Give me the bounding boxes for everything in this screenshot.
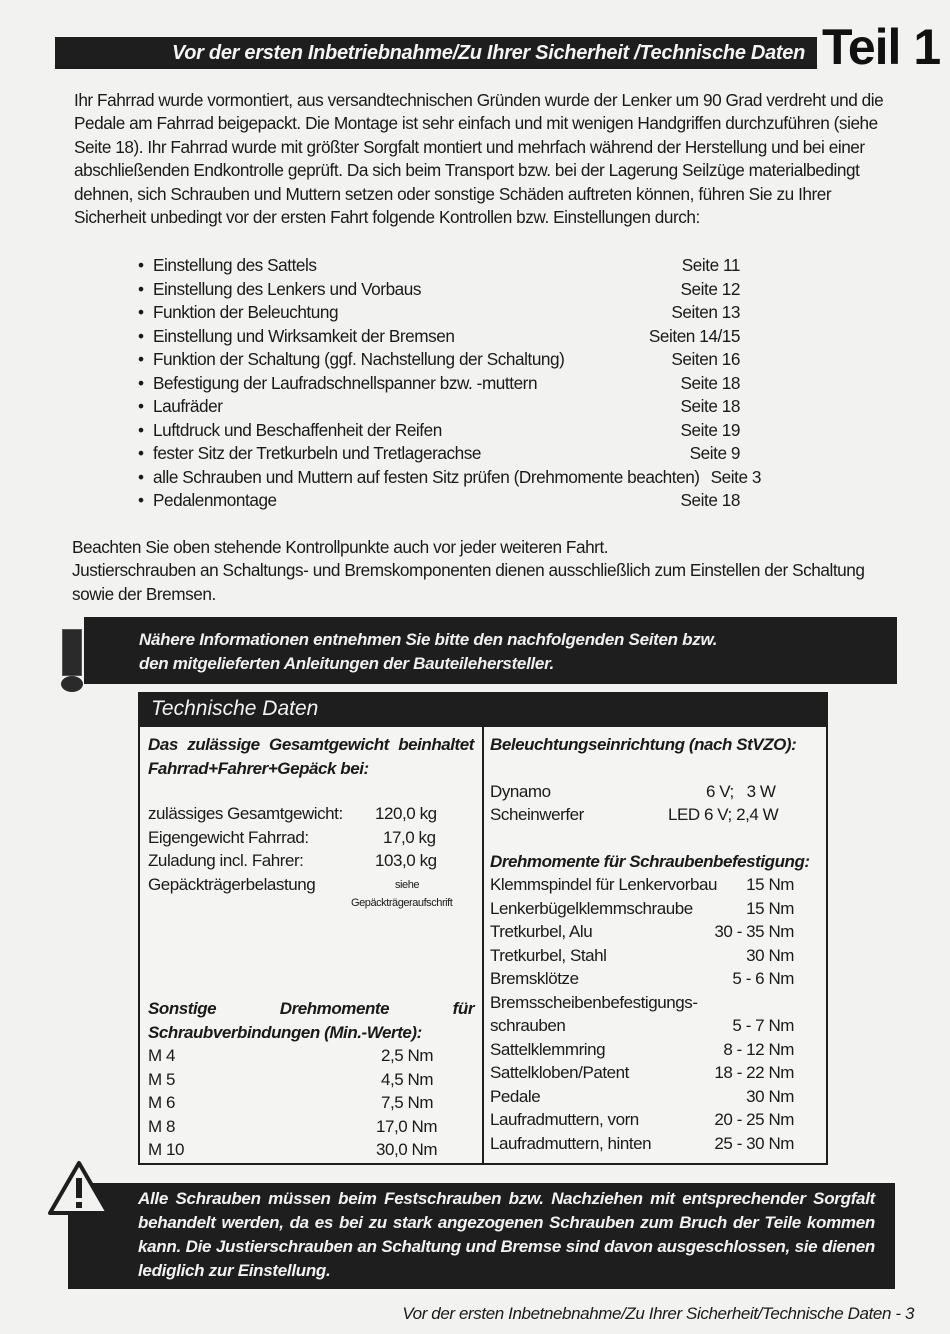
checklist-item-page: Seite 12 <box>680 278 740 299</box>
torque-label: Sattelklemmring <box>490 1039 606 1059</box>
checklist-item-label: Funktion der Schaltung (ggf. Nachstellung der Schaltung) <box>153 349 565 369</box>
torque-row <box>490 1132 826 1156</box>
other-torque-row <box>148 1044 474 1068</box>
checklist-item-label: Pedalenmontage <box>153 490 277 510</box>
torque-value: 8 - 12 Nm <box>723 1039 794 1059</box>
checklist-item-page: Seite 11 <box>681 255 740 275</box>
torque-value: 30 - 35 Nm <box>714 922 794 941</box>
other-torque-row <box>148 1138 474 1162</box>
torque-row <box>490 991 826 1015</box>
other-torque-value: 2,5 Nm <box>381 1046 434 1065</box>
torque-row <box>490 944 826 968</box>
other-torque-label: M 6 <box>148 1093 175 1112</box>
checklist-item-page: Seite 3 <box>710 466 761 487</box>
torque-value: 20 - 25 Nm <box>714 1110 794 1129</box>
other-torque-value: 17,0 Nm <box>376 1116 438 1136</box>
torque-value: 30 Nm <box>746 1086 794 1106</box>
torque-row <box>490 1038 826 1062</box>
weight-label: Zuladung incl. Fahrer: <box>148 851 304 870</box>
torque-row <box>490 1014 826 1038</box>
weight-value: 17,0 kg <box>383 827 436 847</box>
tech-data-right-column <box>490 733 826 1155</box>
other-torque-heading <box>148 997 474 1044</box>
other-torque-label: M 5 <box>148 1069 175 1089</box>
weight-label: Eigengewicht Fahrrad: <box>148 827 309 847</box>
checklist-item-label: Einstellung des Lenkers und Vorbaus <box>153 278 422 299</box>
torque-label: Sattelkloben/Patent <box>490 1063 629 1082</box>
torque-label: Laufradmuttern, hinten <box>490 1133 652 1153</box>
torque-row <box>490 1061 826 1085</box>
torque-value: 5 - 6 Nm <box>732 969 794 988</box>
checklist-item: • fester Sitz der Tretkurbeln und Tretlagerachse Seite 9 <box>138 442 778 466</box>
info-badge-icon <box>61 676 83 692</box>
lighting-value: LED 6 V; 2,4 W <box>668 805 779 824</box>
info-bar-line1: Nähere Informationen entnehmen Sie bitte den nachfolgenden Seiten bzw. <box>139 630 718 649</box>
weight-value: siehe <box>395 878 420 891</box>
tech-data-left-column <box>148 733 474 1162</box>
checklist-item-label: Laufräder <box>153 396 223 416</box>
weight-heading-text: Das zulässige Gesamtgewicht beinhaltet Fahrrad+Fahrer+Gepäck bei: <box>148 735 474 778</box>
other-torque-value: 30,0 Nm <box>376 1140 438 1159</box>
other-torque-row <box>148 1068 474 1092</box>
checklist-item: • Einstellung des Lenkers und Vorbaus Seite 12 <box>138 278 778 302</box>
section-header-title: Vor der ersten Inbetriebnahme/Zu Ihrer Sicherheit /Technische Daten <box>171 42 805 64</box>
weight-label: zulässiges Gesamtgewicht: <box>148 804 343 823</box>
adjust-note: Justierschrauben an Schaltungs- und Bremskomponenten dienen ausschließlich zum Einstellen der Schaltung sowie der Bremsen. <box>72 560 865 604</box>
part-number: Teil 1 <box>822 19 941 75</box>
checklist-item-label: Einstellung des Sattels <box>153 255 317 275</box>
weight-row <box>148 873 474 897</box>
other-torque-value: 7,5 Nm <box>381 1093 434 1112</box>
weight-label: Gepäckträgerbelastung <box>148 874 316 894</box>
torque-value: 18 - 22 Nm <box>714 1063 794 1082</box>
checklist-item-label: Luftdruck und Beschaffenheit der Reifen <box>153 419 442 440</box>
weight-note-row <box>148 896 474 912</box>
torque-label: Tretkurbel, Stahl <box>490 945 607 965</box>
torque-label: Bremsklötze <box>490 969 579 988</box>
torque-row <box>490 967 826 991</box>
warning-bar <box>68 1183 895 1289</box>
info-bar <box>84 617 897 684</box>
warning-triangle-icon <box>47 1160 111 1216</box>
lighting-label: Dynamo <box>490 781 551 801</box>
other-torque-label: M 8 <box>148 1116 175 1136</box>
torque-label: Klemmspindel für Lenkervorbau <box>490 875 717 894</box>
checklist-item-page: Seite 18 <box>680 490 740 510</box>
checklist-item-page: Seiten 13 <box>671 302 740 322</box>
torque-row <box>490 1085 826 1109</box>
torque-value: 30 Nm <box>746 945 794 965</box>
torque-heading: Drehmomente für Schraubenbefestigung: <box>490 851 810 871</box>
checklist-item-page: Seiten 14/15 <box>648 325 740 346</box>
checklist <box>138 254 778 513</box>
other-torque-row <box>148 1091 474 1115</box>
checklist-item: • Funktion der Beleuchtung Seiten 13 <box>138 301 778 325</box>
torque-label: Laufradmuttern, vorn <box>490 1110 639 1129</box>
lighting-heading: Beleuchtungseinrichtung (nach StVZO): <box>490 735 797 754</box>
info-book-icon <box>62 629 82 676</box>
page-footer: Vor der ersten Inbetnebnahme/Zu Ihrer Sicherheit/Technische Daten - 3 <box>402 1304 914 1323</box>
weight-value: 120,0 kg <box>375 804 437 823</box>
tech-data-title: Technische Daten <box>138 692 828 727</box>
weight-row <box>148 826 474 850</box>
intro-paragraph: Ihr Fahrrad wurde vormontiert, aus versandtechnischen Gründen wurde der Lenker um 90 Grad verdreht und die Pedale am Fahrrad beigepackt. Die Montage ist sehr einfach und mit wenigen Handgriffen durchzuführen (siehe Seite 18). Ihr Fahrrad wurde mit größter Sorgfalt montiert und mehrfach während der Herstellung und bei einer abschließenden Endkontrolle geprüft. Da sich beim Transport bzw. bei der Lagerung Seilzüge materialbedingt dehnen, sich Schrauben und Muttern setzen oder sonstige Schäden auftreten können, führen Sie zu Ihrer Sicherheit unbedingt vor der ersten Fahrt folgende Kontrollen bzw. Einstellungen durch: <box>74 90 884 228</box>
after-checklist-text <box>72 536 904 606</box>
checklist-item-page: Seiten 16 <box>671 349 740 369</box>
weight-row <box>148 802 474 826</box>
checklist-item-label: Einstellung und Wirksamkeit der Bremsen <box>153 325 455 346</box>
checklist-item-page: Seite 18 <box>680 396 740 416</box>
checklist-item: • Einstellung und Wirksamkeit der Bremsen Seiten 14/15 <box>138 325 778 349</box>
lighting-value: 6 V; 3 W <box>706 781 776 801</box>
torque-label: Bremsscheibenbefestigungs- <box>490 992 698 1012</box>
torque-row <box>490 897 826 921</box>
checklist-item: • Laufräder Seite 18 <box>138 395 778 419</box>
torque-row <box>490 920 826 944</box>
lighting-row <box>490 780 826 804</box>
weight-heading <box>148 733 474 780</box>
other-torque-label: M 10 <box>148 1140 184 1159</box>
checklist-item: • Pedalenmontage Seite 18 <box>138 489 778 513</box>
checklist-item-label: Funktion der Beleuchtung <box>153 302 339 322</box>
checklist-item: • Einstellung des Sattels Seite 11 <box>138 254 778 278</box>
torque-label: schrauben <box>490 1016 566 1035</box>
checklist-item-label: fester Sitz der Tretkurbeln und Tretlagerachse <box>153 443 482 463</box>
torque-row <box>490 873 826 897</box>
other-torque-row <box>148 1115 474 1139</box>
torque-value: 25 - 30 Nm <box>714 1133 794 1153</box>
checklist-item-page: Seite 9 <box>689 443 740 463</box>
checklist-item-page: Seite 18 <box>680 372 740 393</box>
weight-row <box>148 849 474 873</box>
checklist-item: • alle Schrauben und Muttern auf festen Sitz prüfen (Drehmomente beachten) Seite 3 <box>138 466 778 490</box>
torque-label: Tretkurbel, Alu <box>490 922 593 941</box>
lighting-row <box>490 803 826 827</box>
torque-label: Pedale <box>490 1086 541 1106</box>
lighting-label: Scheinwerfer <box>490 805 584 824</box>
tech-data-divider <box>482 727 484 1165</box>
checklist-item: • Befestigung der Laufradschnellspanner bzw. -muttern Seite 18 <box>138 372 778 396</box>
torque-value: 15 Nm <box>746 875 794 894</box>
torque-value: 5 - 7 Nm <box>732 1016 794 1035</box>
checklist-item: • Funktion der Schaltung (ggf. Nachstellung der Schaltung) Seiten 16 <box>138 348 778 372</box>
checklist-item-label: Befestigung der Laufradschnellspanner bzw. -muttern <box>153 372 538 393</box>
checklist-item-page: Seite 19 <box>680 419 740 440</box>
info-bar-line2: den mitgelieferten Anleitungen der Bauteilehersteller. <box>139 653 554 673</box>
other-torque-label: M 4 <box>148 1046 175 1065</box>
other-torque-value: 4,5 Nm <box>381 1069 434 1089</box>
weight-note: Gepäckträgeraufschrift <box>351 897 453 909</box>
torque-value: 15 Nm <box>746 898 794 918</box>
checklist-item-label: alle Schrauben und Muttern auf festen Sitz prüfen (Drehmomente beachten) <box>153 466 700 487</box>
section-header-bar <box>55 37 817 69</box>
warning-text: Alle Schrauben müssen beim Festschrauben bzw. Nachziehen mit entsprechender Sorgfalt behandelt werden, da es bei zu stark angezogenen Schrauben zum Bruch der Teile kommen kann. Die Justierschrauben an Schaltung und Bremse sind davon ausgeschlossen, sie dienen lediglich zur Einstellung. <box>138 1189 875 1280</box>
torque-label: Lenkerbügelklemmschraube <box>490 898 693 918</box>
checklist-item: • Luftdruck und Beschaffenheit der Reifen Seite 19 <box>138 419 778 443</box>
torque-row <box>490 1108 826 1132</box>
other-torque-heading-text: Sonstige Drehmomente für Schraubverbindungen (Min.-Werte): <box>148 999 474 1042</box>
weight-value: 103,0 kg <box>375 851 437 870</box>
after-checklist-line: Beachten Sie oben stehende Kontrollpunkte auch vor jeder weiteren Fahrt. <box>72 537 609 557</box>
